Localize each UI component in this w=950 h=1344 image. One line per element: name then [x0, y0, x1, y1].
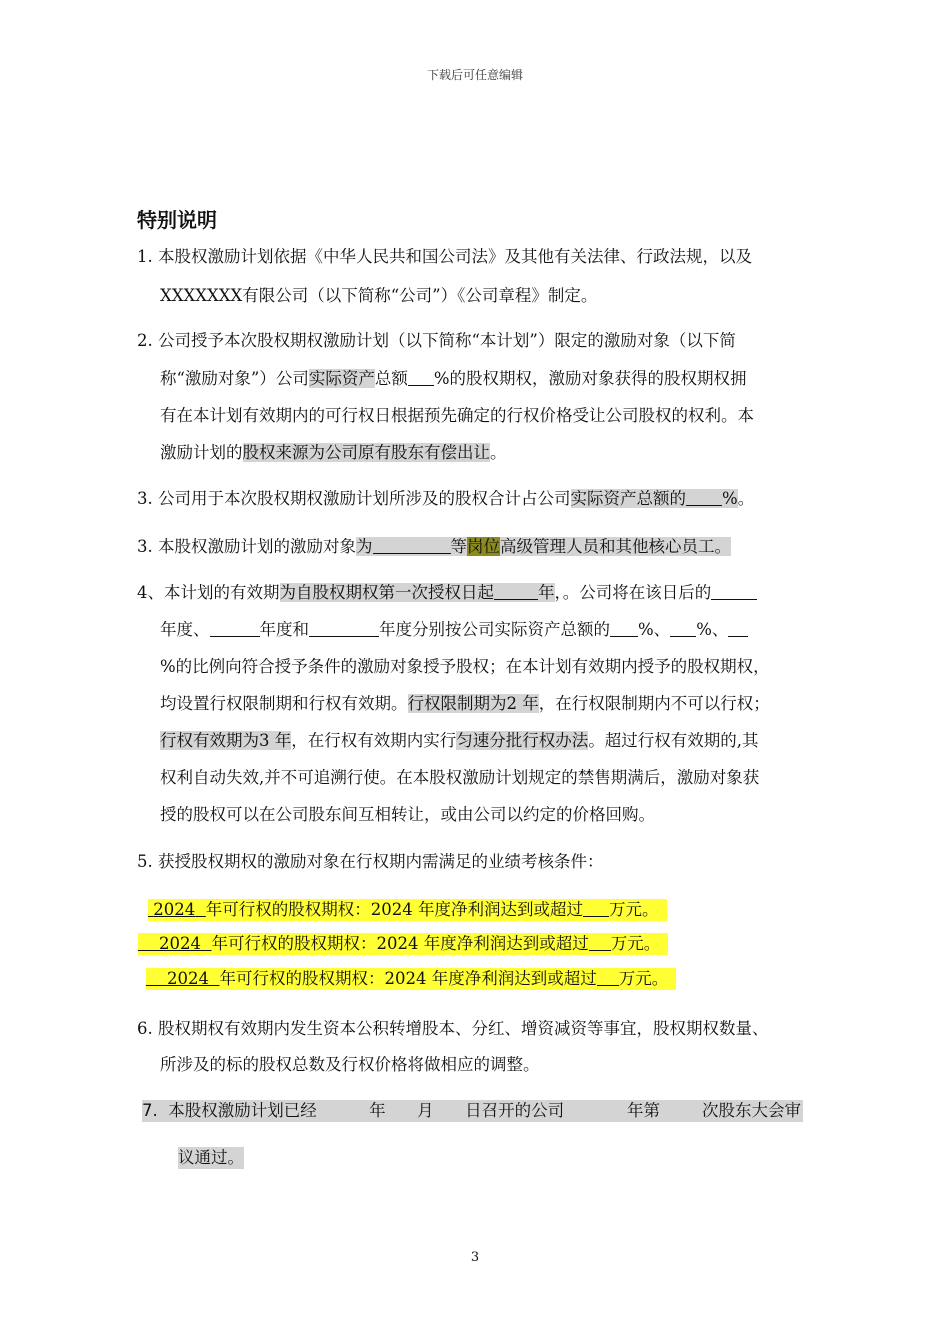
- performance-condition-3: 2024 年可行权的股权期权：2024 年度净利润达到或超过 万元。: [146, 968, 676, 990]
- item-2-line-3: 有在本计划有效期内的可行权日根据预先确定的行权价格受让公司股权的权利。本: [160, 406, 754, 425]
- item-4-line-5: 行权有效期为3 年，在行权有效期内实行匀速分批行权办法。超过行权有效期的,其: [160, 731, 759, 750]
- item-4-line-1: 4、本计划的有效期为自股权期权第一次授权日起 年，。公司将在该日后的: [137, 582, 757, 604]
- page-header: 下载后可任意编辑: [426, 68, 523, 82]
- item-7-line-1: 7. 本股权激励计划已经 年 月 日召开的公司 年第 次股东大会审: [142, 1101, 802, 1120]
- item-1-line-1: 1. 本股权激励计划依据《中华人民共和国公司法》及其他有关法律、行政法规，以及: [137, 247, 752, 266]
- item-1-line-2: XXXXXXX有限公司（以下简称“公司”）《公司章程》制定。: [160, 286, 598, 305]
- item-6-line-1: 6. 股权期权有效期内发生资本公积转增股本、分红、增资减资等事宜，股权期权数量、: [137, 1019, 769, 1038]
- section-title: 特别说明: [137, 208, 217, 232]
- item-7-line-2: 议通过。: [178, 1148, 244, 1167]
- performance-condition-1: 2024 年可行权的股权期权：2024 年度净利润达到或超过 万元。: [148, 899, 667, 921]
- item-4-line-2: 年度、 年度和 年度分别按公司实际资产总额的 %、 %、: [160, 619, 748, 641]
- item-2-line-1: 2. 公司授予本次股权期权激励计划（以下简称“本计划”）限定的激励对象（以下简: [137, 331, 736, 350]
- item-4-line-7: 授的股权可以在公司股东间互相转让，或由公司以约定的价格回购。: [160, 805, 655, 824]
- item-4-line-6: 权利自动失效,并不可追溯行使。在本股权激励计划规定的禁售期满后，激励对象获: [160, 768, 760, 787]
- item-6-line-2: 所涉及的标的股权总数及行权价格将做相应的调整。: [160, 1055, 540, 1074]
- item-4-line-3: %的比例向符合授予条件的激励对象授予股权；在本计划有效期内授予的股权期权，: [160, 657, 770, 676]
- item-4-line-4: 均设置行权限制期和行权有效期。行权限制期为2 年，在行权限制期内不可以行权；: [160, 694, 770, 713]
- item-5-line-1: 5. 获授股权期权的激励对象在行权期内需满足的业绩考核条件：: [137, 852, 604, 871]
- item-3-line: 3. 公司用于本次股权期权激励计划所涉及的股权合计占公司实际资产总额的 %。: [137, 489, 755, 508]
- item-2-line-2: 称“激励对象”）公司实际资产总额 %的股权期权，激励对象获得的股权期权拥: [160, 369, 747, 388]
- item-3b-line: 3. 本股权激励计划的激励对象为 等岗位高级管理人员和其他核心员工。: [137, 537, 731, 556]
- item-2-line-4: 激励计划的股权来源为公司原有股东有偿出让。: [160, 443, 507, 462]
- performance-condition-2: 2024 年可行权的股权期权：2024 年度净利润达到或超过 万元。: [138, 933, 668, 955]
- page-number: 3: [470, 1250, 480, 1265]
